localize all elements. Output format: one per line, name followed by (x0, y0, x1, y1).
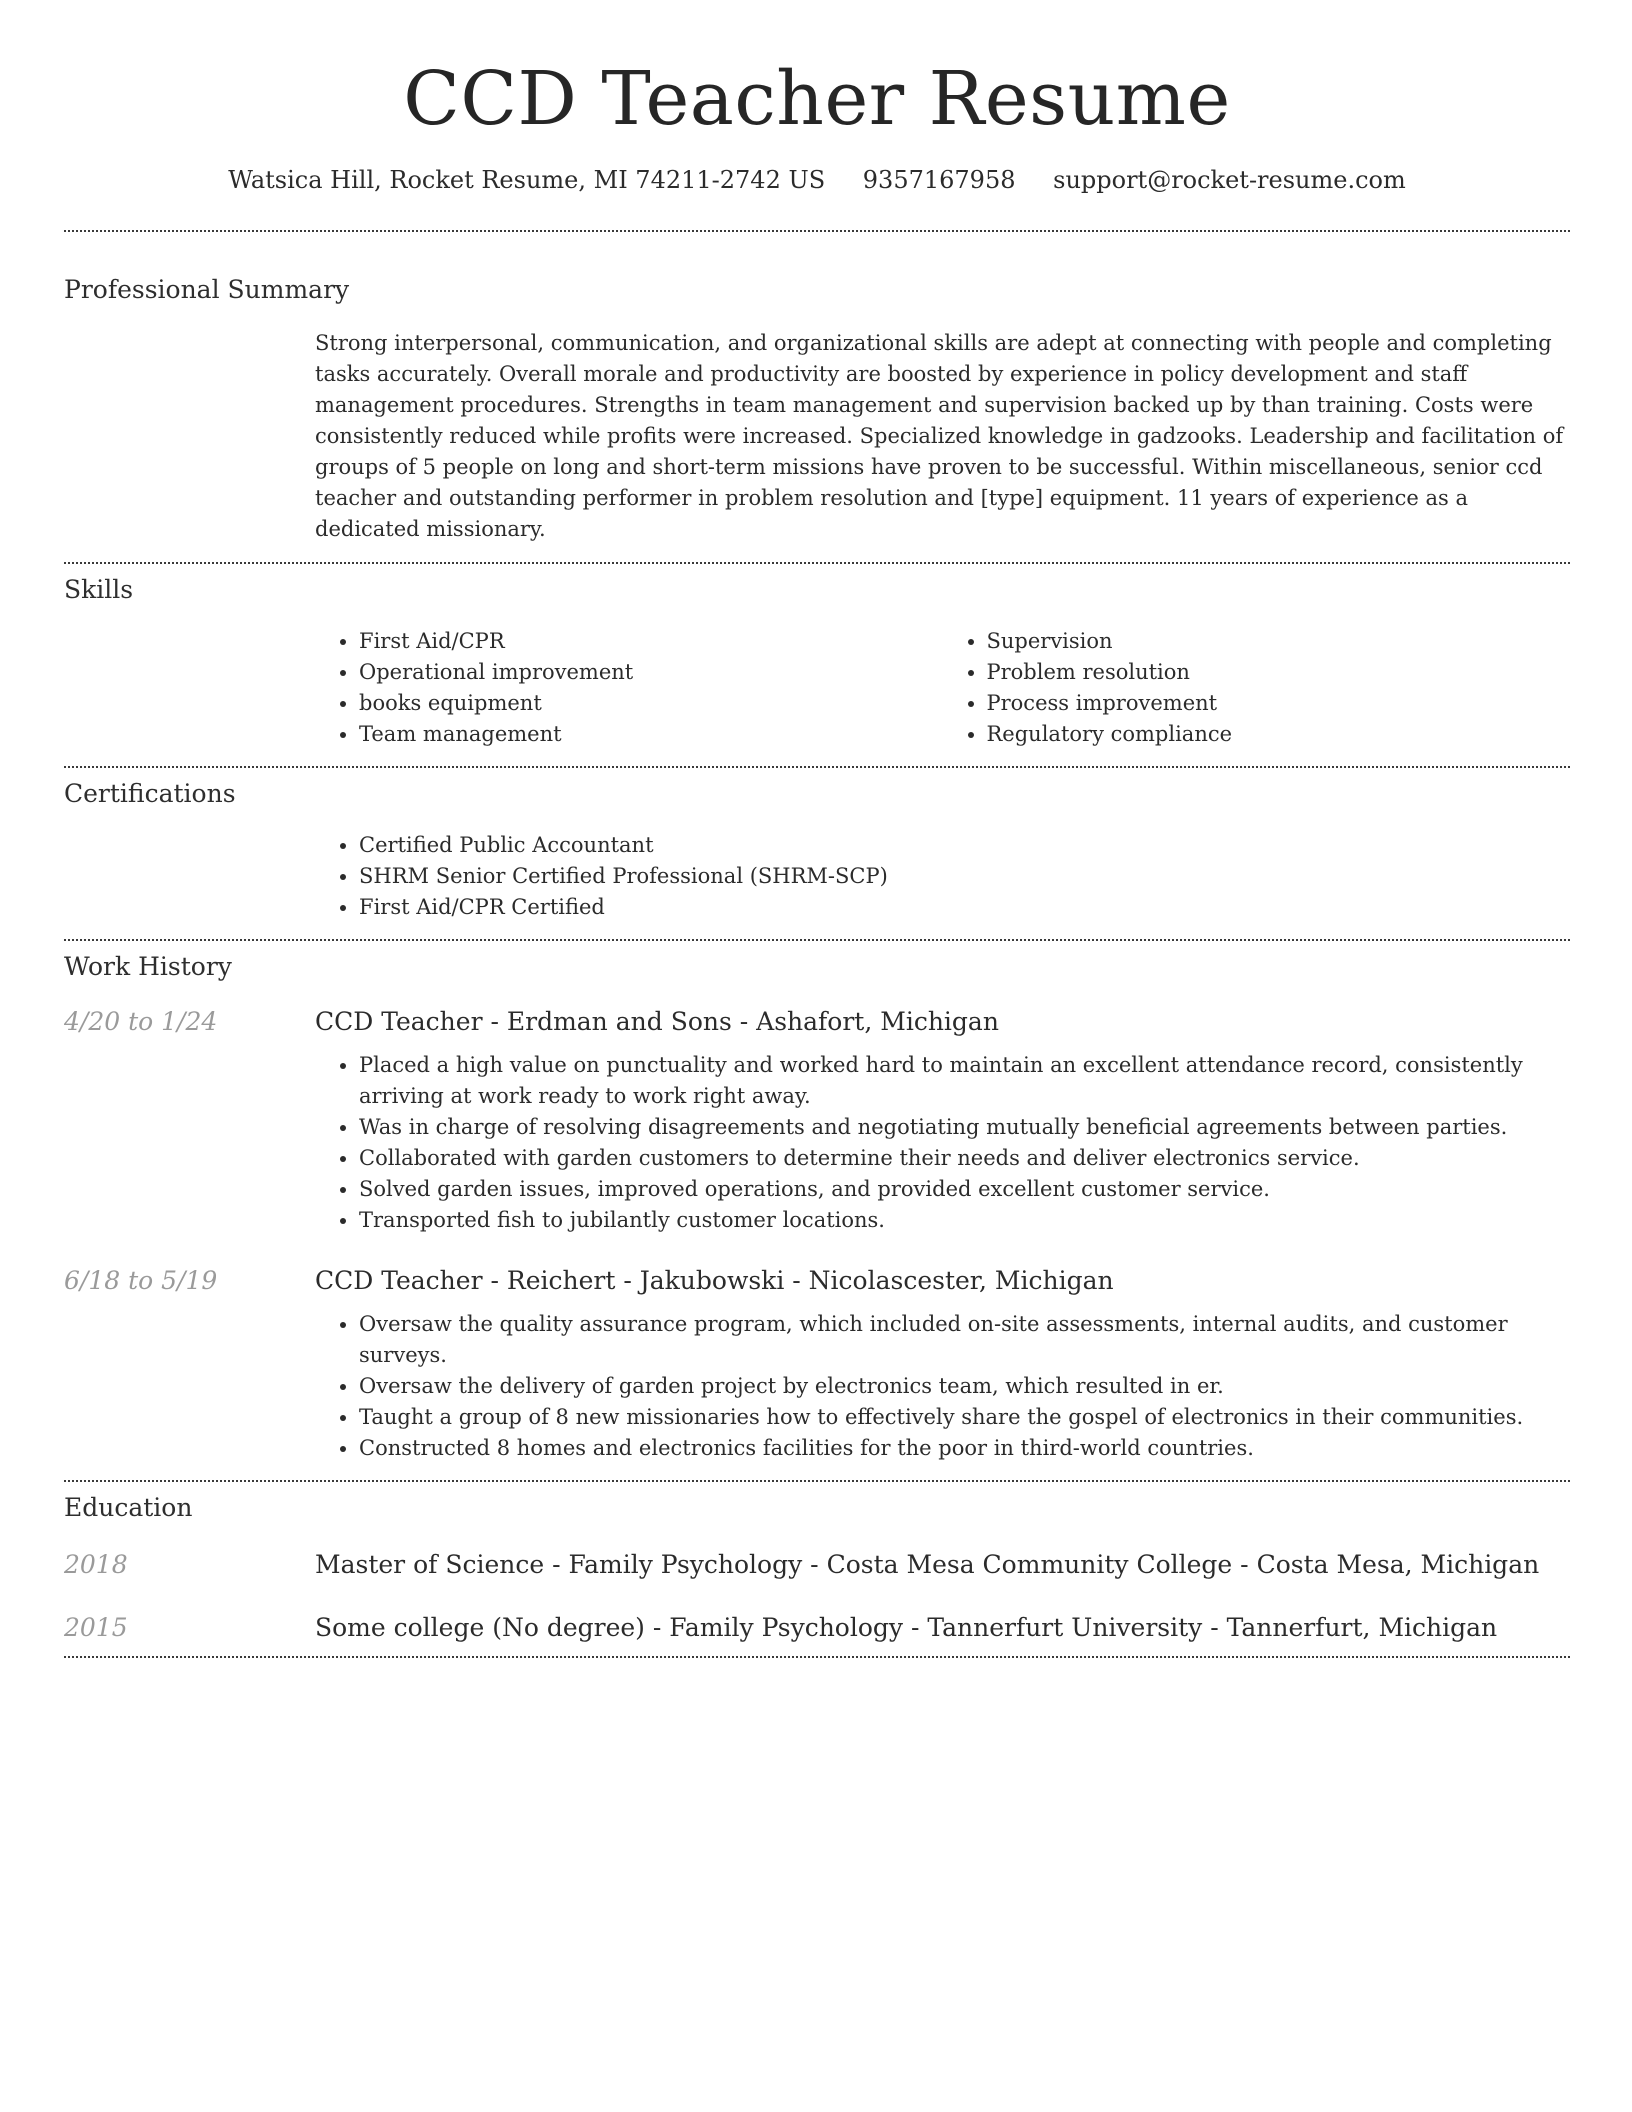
education-title: Some college (No degree) - Family Psychology - Tannerfurt University - Tannerfurt, Michigan (315, 1613, 1498, 1642)
skills-list (315, 626, 1570, 750)
education-year: 2015 (64, 1613, 128, 1642)
job-bullets (315, 1050, 1570, 1236)
list-item: • Taught a group of 8 new missionaries how to effectively share the gospel of electronics in their communities. (359, 1402, 1570, 1433)
job-title: CCD Teacher - Reichert - Jakubowski - Nicolascester, Michigan (315, 1266, 1114, 1295)
job-entry (64, 1007, 1570, 1036)
list-item: • First Aid/CPR Certified (359, 892, 1570, 923)
contact-line (64, 166, 1570, 194)
list-item: • Problem resolution (987, 657, 1571, 688)
section-title-work-history: Work History (64, 952, 232, 981)
list-item: • Placed a high value on punctuality and worked hard to maintain an excellent attendance record, consistently arriving at work ready to work right away. (359, 1050, 1570, 1112)
list-item: • books equipment (359, 688, 943, 719)
section-title-education: Education (64, 1493, 193, 1522)
list-item: • Oversaw the delivery of garden project by electronics team, which resulted in er. (359, 1371, 1570, 1402)
section-title-certifications: Certifications (64, 779, 236, 808)
education-title: Master of Science - Family Psychology - Costa Mesa Community College - Costa Mesa, Michigan (315, 1550, 1540, 1579)
divider (64, 939, 1570, 941)
job-title: CCD Teacher - Erdman and Sons - Ashafort, Michigan (315, 1007, 999, 1036)
resume-page (64, 0, 1570, 1658)
skills-column-right (943, 626, 1571, 750)
divider (64, 766, 1570, 768)
list-item: • Process improvement (987, 688, 1571, 719)
section-title-summary: Professional Summary (64, 275, 350, 304)
divider (64, 1480, 1570, 1482)
summary-text: Strong interpersonal, communication, and organizational skills are adept at connecting with people and completing tasks accurately. Overall morale and productivity are boosted by experience in policy development and staff management procedures. Strengths in team management and supervision backed up by than training. Costs were consistently reduced while profits were increased. Specialized knowledge in gadzooks. Leadership and facilitation of groups of 5 people on long and short-term missions have proven to be successful. Within miscellaneous, senior ccd teacher and outstanding performer in problem resolution and [type] equipment. 11 years of experience as a dedicated missionary. (315, 331, 1564, 541)
list-item: • Operational improvement (359, 657, 943, 688)
list-item: • SHRM Senior Certified Professional (SHRM-SCP) (359, 861, 1570, 892)
list-item: • Was in charge of resolving disagreements and negotiating mutually beneficial agreements between parties. (359, 1112, 1570, 1143)
list-item: • First Aid/CPR (359, 626, 943, 657)
divider (64, 1656, 1570, 1658)
divider (64, 562, 1570, 564)
job-entry (64, 1266, 1570, 1295)
job-bullets (315, 1309, 1570, 1464)
list-item: • Solved garden issues, improved operations, and provided excellent customer service. (359, 1174, 1570, 1205)
certifications-list (315, 830, 1570, 923)
education-entry (64, 1613, 1570, 1642)
list-item: • Collaborated with garden customers to determine their needs and deliver electronics service. (359, 1143, 1570, 1174)
list-item: • Oversaw the quality assurance program, which included on-site assessments, internal audits, and customer surveys. (359, 1309, 1570, 1371)
education-year: 2018 (64, 1550, 128, 1579)
resume-title: CCD Teacher Resume (403, 56, 1231, 142)
list-item: • Certified Public Accountant (359, 830, 1570, 861)
job-dates: 4/20 to 1/24 (64, 1007, 218, 1036)
divider (64, 230, 1570, 232)
list-item: • Constructed 8 homes and electronics facilities for the poor in third-world countries. (359, 1433, 1570, 1464)
education-entry (64, 1550, 1570, 1579)
job-dates: 6/18 to 5/19 (64, 1266, 218, 1295)
contact-email: support@rocket-resume.com (1053, 166, 1406, 194)
list-item: • Supervision (987, 626, 1571, 657)
list-item: • Regulatory compliance (987, 719, 1571, 750)
contact-address: Watsica Hill, Rocket Resume, MI 74211-2742 US (228, 166, 826, 194)
skills-column-left (315, 626, 943, 750)
list-item: • Team management (359, 719, 943, 750)
contact-phone: 9357167958 (862, 166, 1016, 194)
section-title-skills: Skills (64, 575, 134, 604)
list-item: • Transported fish to jubilantly customer locations. (359, 1205, 1570, 1236)
